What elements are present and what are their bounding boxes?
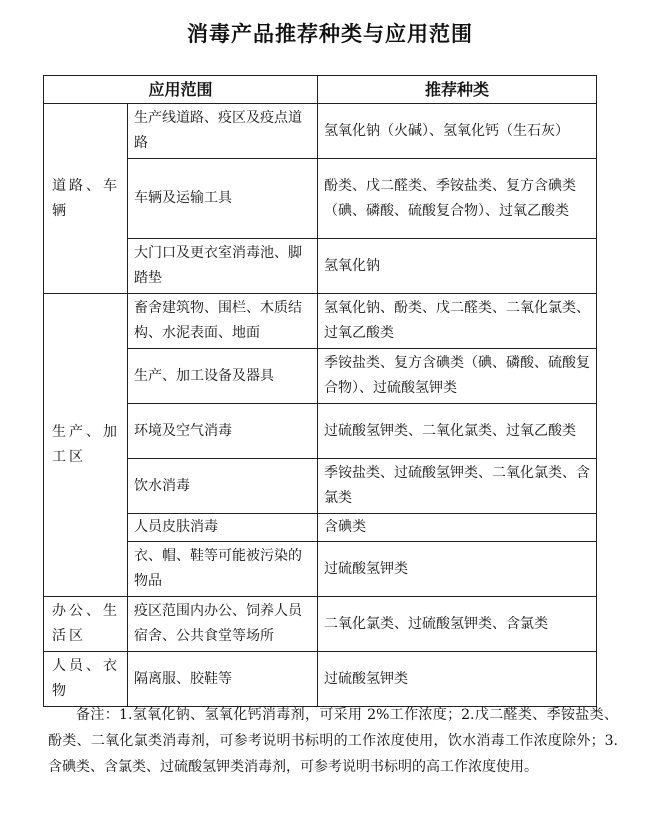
scope-cell: 隔离服、胶鞋等	[128, 652, 318, 707]
document-title: 消毒产品推荐种类与应用范围	[187, 22, 473, 46]
scope-cell: 畜舍建筑物、围栏、木质结构、水泥表面、地面	[128, 294, 318, 349]
table-header-row	[44, 76, 597, 104]
table-row	[44, 104, 597, 159]
types-cell: 过硫酸氢钾类	[318, 542, 597, 597]
scope-cell: 车辆及运输工具	[128, 159, 318, 239]
scope-cell: 人员皮肤消毒	[128, 514, 318, 542]
disinfectant-table	[43, 75, 597, 707]
types-cell: 季铵盐类、过硫酸氢钾类、二氧化氯类、含氯类	[318, 459, 597, 514]
types-cell: 二氧化氯类、过硫酸氢钾类、含氯类	[318, 597, 597, 652]
types-cell: 酚类、戊二醛类、季铵盐类、复方含碘类（碘、磷酸、硫酸复合物）、过氧乙酸类	[318, 159, 597, 239]
types-cell: 氢氧化钠	[318, 239, 597, 294]
category-cell: 道路、车辆	[44, 104, 128, 294]
header-types: 推荐种类	[318, 76, 597, 104]
types-cell: 含碘类	[318, 514, 597, 542]
table-row	[44, 597, 597, 652]
scope-cell: 生产线道路、疫区及疫点道路	[128, 104, 318, 159]
category-cell: 生产、加工区	[44, 294, 128, 597]
types-cell: 氢氧化钠、酚类、戊二醛类、二氧化氯类、过氧乙酸类	[318, 294, 597, 349]
scope-cell: 大门口及更衣室消毒池、脚踏垫	[128, 239, 318, 294]
header-scope: 应用范围	[44, 76, 318, 104]
table-row	[44, 294, 597, 349]
types-cell: 季铵盐类、复方含碘类（碘、磷酸、硫酸复合物）、过硫酸氢钾类	[318, 349, 597, 404]
types-cell: 过硫酸氢钾类	[318, 652, 597, 707]
scope-cell: 衣、帽、鞋等可能被污染的物品	[128, 542, 318, 597]
table-row	[44, 652, 597, 707]
types-cell: 过硫酸氢钾类、二氧化氯类、过氧乙酸类	[318, 404, 597, 459]
footnote: 备注：1.氢氧化钠、氢氧化钙消毒剂，可采用 2%工作浓度；2.戊二醛类、季铵盐类、酚类、二氧化氯类消毒剂，可参考说明书标明的工作浓度使用，饮水消毒工作浓度除外；3.含碘类、含氯类、过硫酸氢钾类消毒剂，可参考说明书标明的高工作浓度使用。	[48, 707, 618, 775]
scope-cell: 疫区范围内办公、饲养人员宿舍、公共食堂等场所	[128, 597, 318, 652]
category-cell: 人员、衣物	[44, 652, 128, 707]
scope-cell: 生产、加工设备及器具	[128, 349, 318, 404]
scope-cell: 饮水消毒	[128, 459, 318, 514]
category-cell: 办公、生活区	[44, 597, 128, 652]
types-cell: 氢氧化钠（火碱）、氢氧化钙（生石灰）	[318, 104, 597, 159]
scope-cell: 环境及空气消毒	[128, 404, 318, 459]
